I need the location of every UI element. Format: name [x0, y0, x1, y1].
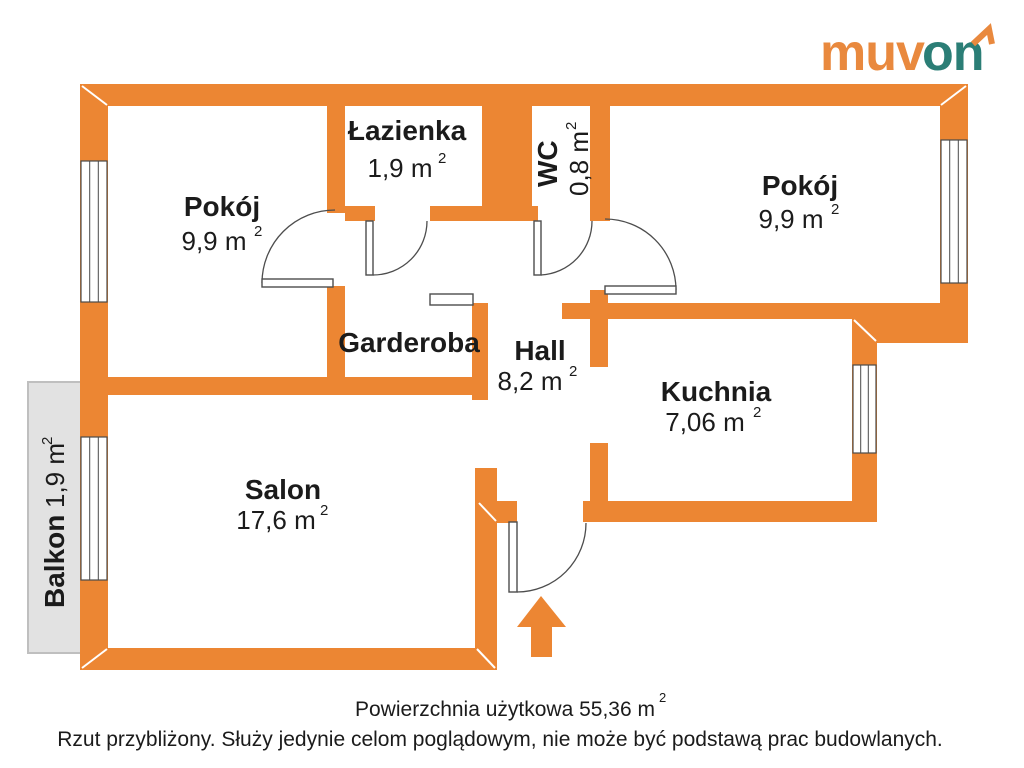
pokoj2-area-sup: 2: [831, 201, 840, 218]
usable-area-text: Powierzchnia użytkowa 55,36 m: [355, 698, 655, 721]
wc-label: WC: [532, 140, 563, 187]
kuchnia-label: Kuchnia: [660, 376, 772, 407]
window-kitchen: [853, 365, 876, 453]
wall-hall-kitchen-upper: [590, 290, 608, 367]
wall-kitchen-bottom: [583, 501, 877, 522]
door-garderoba: [430, 294, 473, 305]
door-wc: [534, 221, 592, 275]
door-pokoj2: [605, 219, 676, 294]
wall-outer-bottom-salon: [80, 648, 497, 670]
hall-label: Hall: [514, 335, 566, 366]
lazienka-area: 1,9 m: [367, 153, 433, 183]
balkon-area-sup: 2: [39, 436, 56, 445]
wc-area: 0,8 m: [564, 130, 594, 196]
garderoba-label: Garderoba: [338, 327, 480, 358]
pokoj2-area: 9,9 m: [758, 204, 824, 234]
wall-pokoj1-bath-upper: [327, 105, 345, 213]
room-labels: [39, 115, 839, 608]
lazienka-area-sup: 2: [438, 150, 447, 167]
wall-pokoj2-bottom: [562, 303, 940, 319]
footer: [57, 690, 943, 751]
logo-text-on: on: [922, 24, 984, 82]
door-pokoj1: [262, 210, 335, 287]
kuchnia-area: 7,06 m: [665, 407, 745, 437]
balkon-area: 1,9 m: [40, 442, 70, 508]
pokoj1-area-sup: 2: [254, 223, 263, 240]
usable-area-sup: 2: [659, 690, 667, 705]
door-bathroom: [366, 221, 427, 275]
window-pokoj1: [81, 161, 107, 302]
wall-bath-wc-bottom-b: [430, 206, 538, 221]
door-entrance: [509, 522, 586, 592]
salon-area-sup: 2: [320, 502, 329, 519]
hall-area: 8,2 m: [497, 366, 563, 396]
salon-area: 17,6 m: [236, 505, 316, 535]
hall-area-sup: 2: [569, 363, 578, 380]
logo-text-muv: muv: [820, 24, 924, 82]
pokoj2-label: Pokój: [761, 170, 839, 201]
logo: [820, 24, 992, 82]
wall-bath-bottom-a: [345, 206, 375, 221]
wc-area-sup: 2: [563, 121, 580, 130]
window-pokoj2: [941, 140, 967, 283]
lazienka-label: Łazienka: [347, 115, 467, 146]
pokoj1-area: 9,9 m: [181, 226, 247, 256]
kuchnia-area-sup: 2: [753, 404, 762, 421]
wall-pokoj1-salon: [108, 377, 488, 395]
balkon-label: Balkon: [39, 514, 70, 608]
doors: [262, 210, 676, 592]
entrance-arrow-icon: [517, 596, 566, 657]
disclaimer-text: Rzut przybliżony. Służy jedynie celom poglądowym, nie może być podstawą prac budowlanych.: [57, 728, 943, 751]
window-balcony-door: [81, 437, 107, 580]
wall-hall-kitchen-lower: [590, 443, 608, 501]
salon-label: Salon: [244, 474, 322, 505]
wall-outer-top: [80, 84, 968, 106]
pokoj1-label: Pokój: [183, 191, 261, 222]
wall-shaft-bath-wc: [482, 105, 532, 221]
wall-salon-right: [475, 468, 497, 670]
